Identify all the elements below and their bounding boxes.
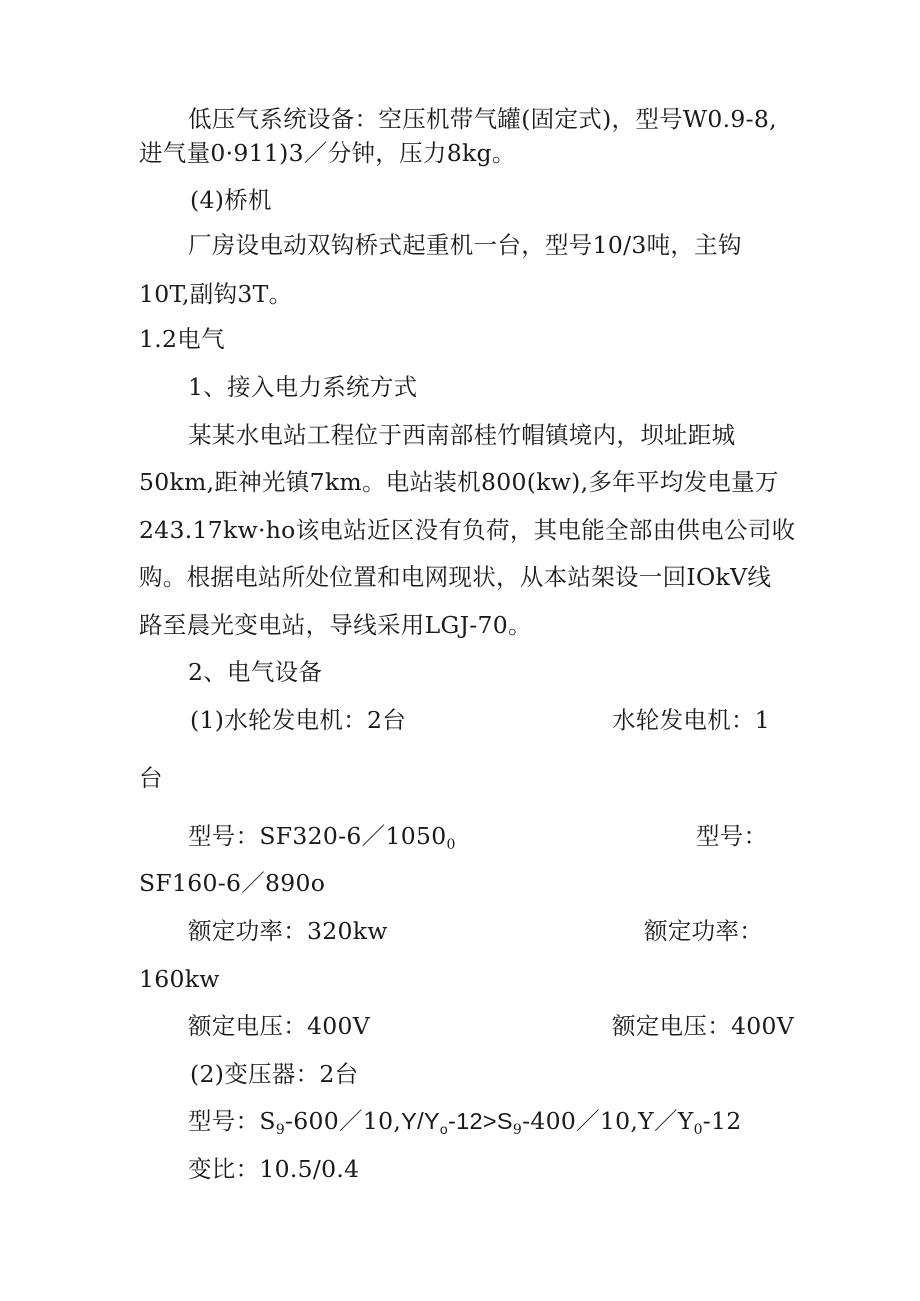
paragraph-line: 10T,副钩3T。 bbox=[139, 280, 293, 308]
item-heading: (4)桥机 bbox=[190, 186, 272, 214]
subsection-heading: 2、电气设备 bbox=[188, 658, 323, 686]
tx-model-a: 型号：S bbox=[188, 1107, 276, 1135]
tx-sub-c: o bbox=[439, 1121, 448, 1137]
tx-sub-d: 9 bbox=[512, 1122, 523, 1138]
paragraph-line: 243.17kw·ho该电站近区没有负荷，其电能全部由供电公司收 bbox=[139, 516, 796, 544]
voltage-right: 额定电压：400V bbox=[612, 1012, 795, 1040]
paragraph-line: 50km,距神光镇7km。电站装机800(kw),多年平均发电量万 bbox=[139, 468, 779, 496]
tx-model-c: Y/Y bbox=[401, 1108, 440, 1134]
generator-right-title: 水轮发电机：1 bbox=[612, 706, 771, 734]
tx-model-e: -400／10,Y／Y bbox=[522, 1107, 694, 1135]
transformer-ratio: 变比：10.5/0.4 bbox=[188, 1155, 360, 1183]
section-heading: 1.2电气 bbox=[139, 325, 225, 353]
transformer-title: (2)变压器：2台 bbox=[190, 1060, 359, 1088]
power-right-continued: 160kw bbox=[139, 965, 220, 993]
model-right: 型号： bbox=[696, 822, 768, 850]
power-left: 额定功率：320kw bbox=[188, 917, 388, 945]
subsection-heading: 1、接入电力系统方式 bbox=[188, 373, 418, 401]
paragraph-line: 某某水电站工程位于西南部桂竹帽镇境内，坝址距城 bbox=[188, 421, 736, 449]
generator-left-title: (1)水轮发电机：2台 bbox=[190, 706, 407, 734]
tx-sub-e: 0 bbox=[693, 1122, 703, 1138]
generator-right-title-continued: 台 bbox=[139, 764, 163, 792]
paragraph-line: 厂房设电动双钩桥式起重机一台，型号10/3吨，主钩 bbox=[188, 231, 742, 259]
tx-model-f: -12 bbox=[702, 1107, 742, 1135]
voltage-left: 额定电压：400V bbox=[188, 1012, 371, 1040]
model-left-text: 型号：SF320-6／1050 bbox=[188, 822, 447, 850]
model-left-subscript: 0 bbox=[446, 837, 456, 853]
paragraph-line: 购。根据电站所处位置和电网现状，从本站架设一回IOkV线 bbox=[139, 563, 772, 591]
paragraph-line: 进气量0·911)3／分钟，压力8kg。 bbox=[139, 139, 516, 167]
tx-model-d: -12>S bbox=[447, 1108, 513, 1134]
transformer-model bbox=[188, 1107, 742, 1138]
paragraph-line: 低压气系统设备：空压机带气罐(固定式)，型号W0.9-8, bbox=[188, 105, 777, 133]
tx-sub-a: 9 bbox=[275, 1122, 286, 1138]
paragraph-line: 路至晨光变电站，导线采用LGJ-70。 bbox=[139, 611, 532, 639]
power-right: 额定功率： bbox=[644, 917, 763, 945]
tx-model-b: -600／10, bbox=[285, 1107, 402, 1135]
model-left bbox=[188, 822, 456, 853]
model-right-continued: SF160-6／890o bbox=[139, 869, 326, 897]
